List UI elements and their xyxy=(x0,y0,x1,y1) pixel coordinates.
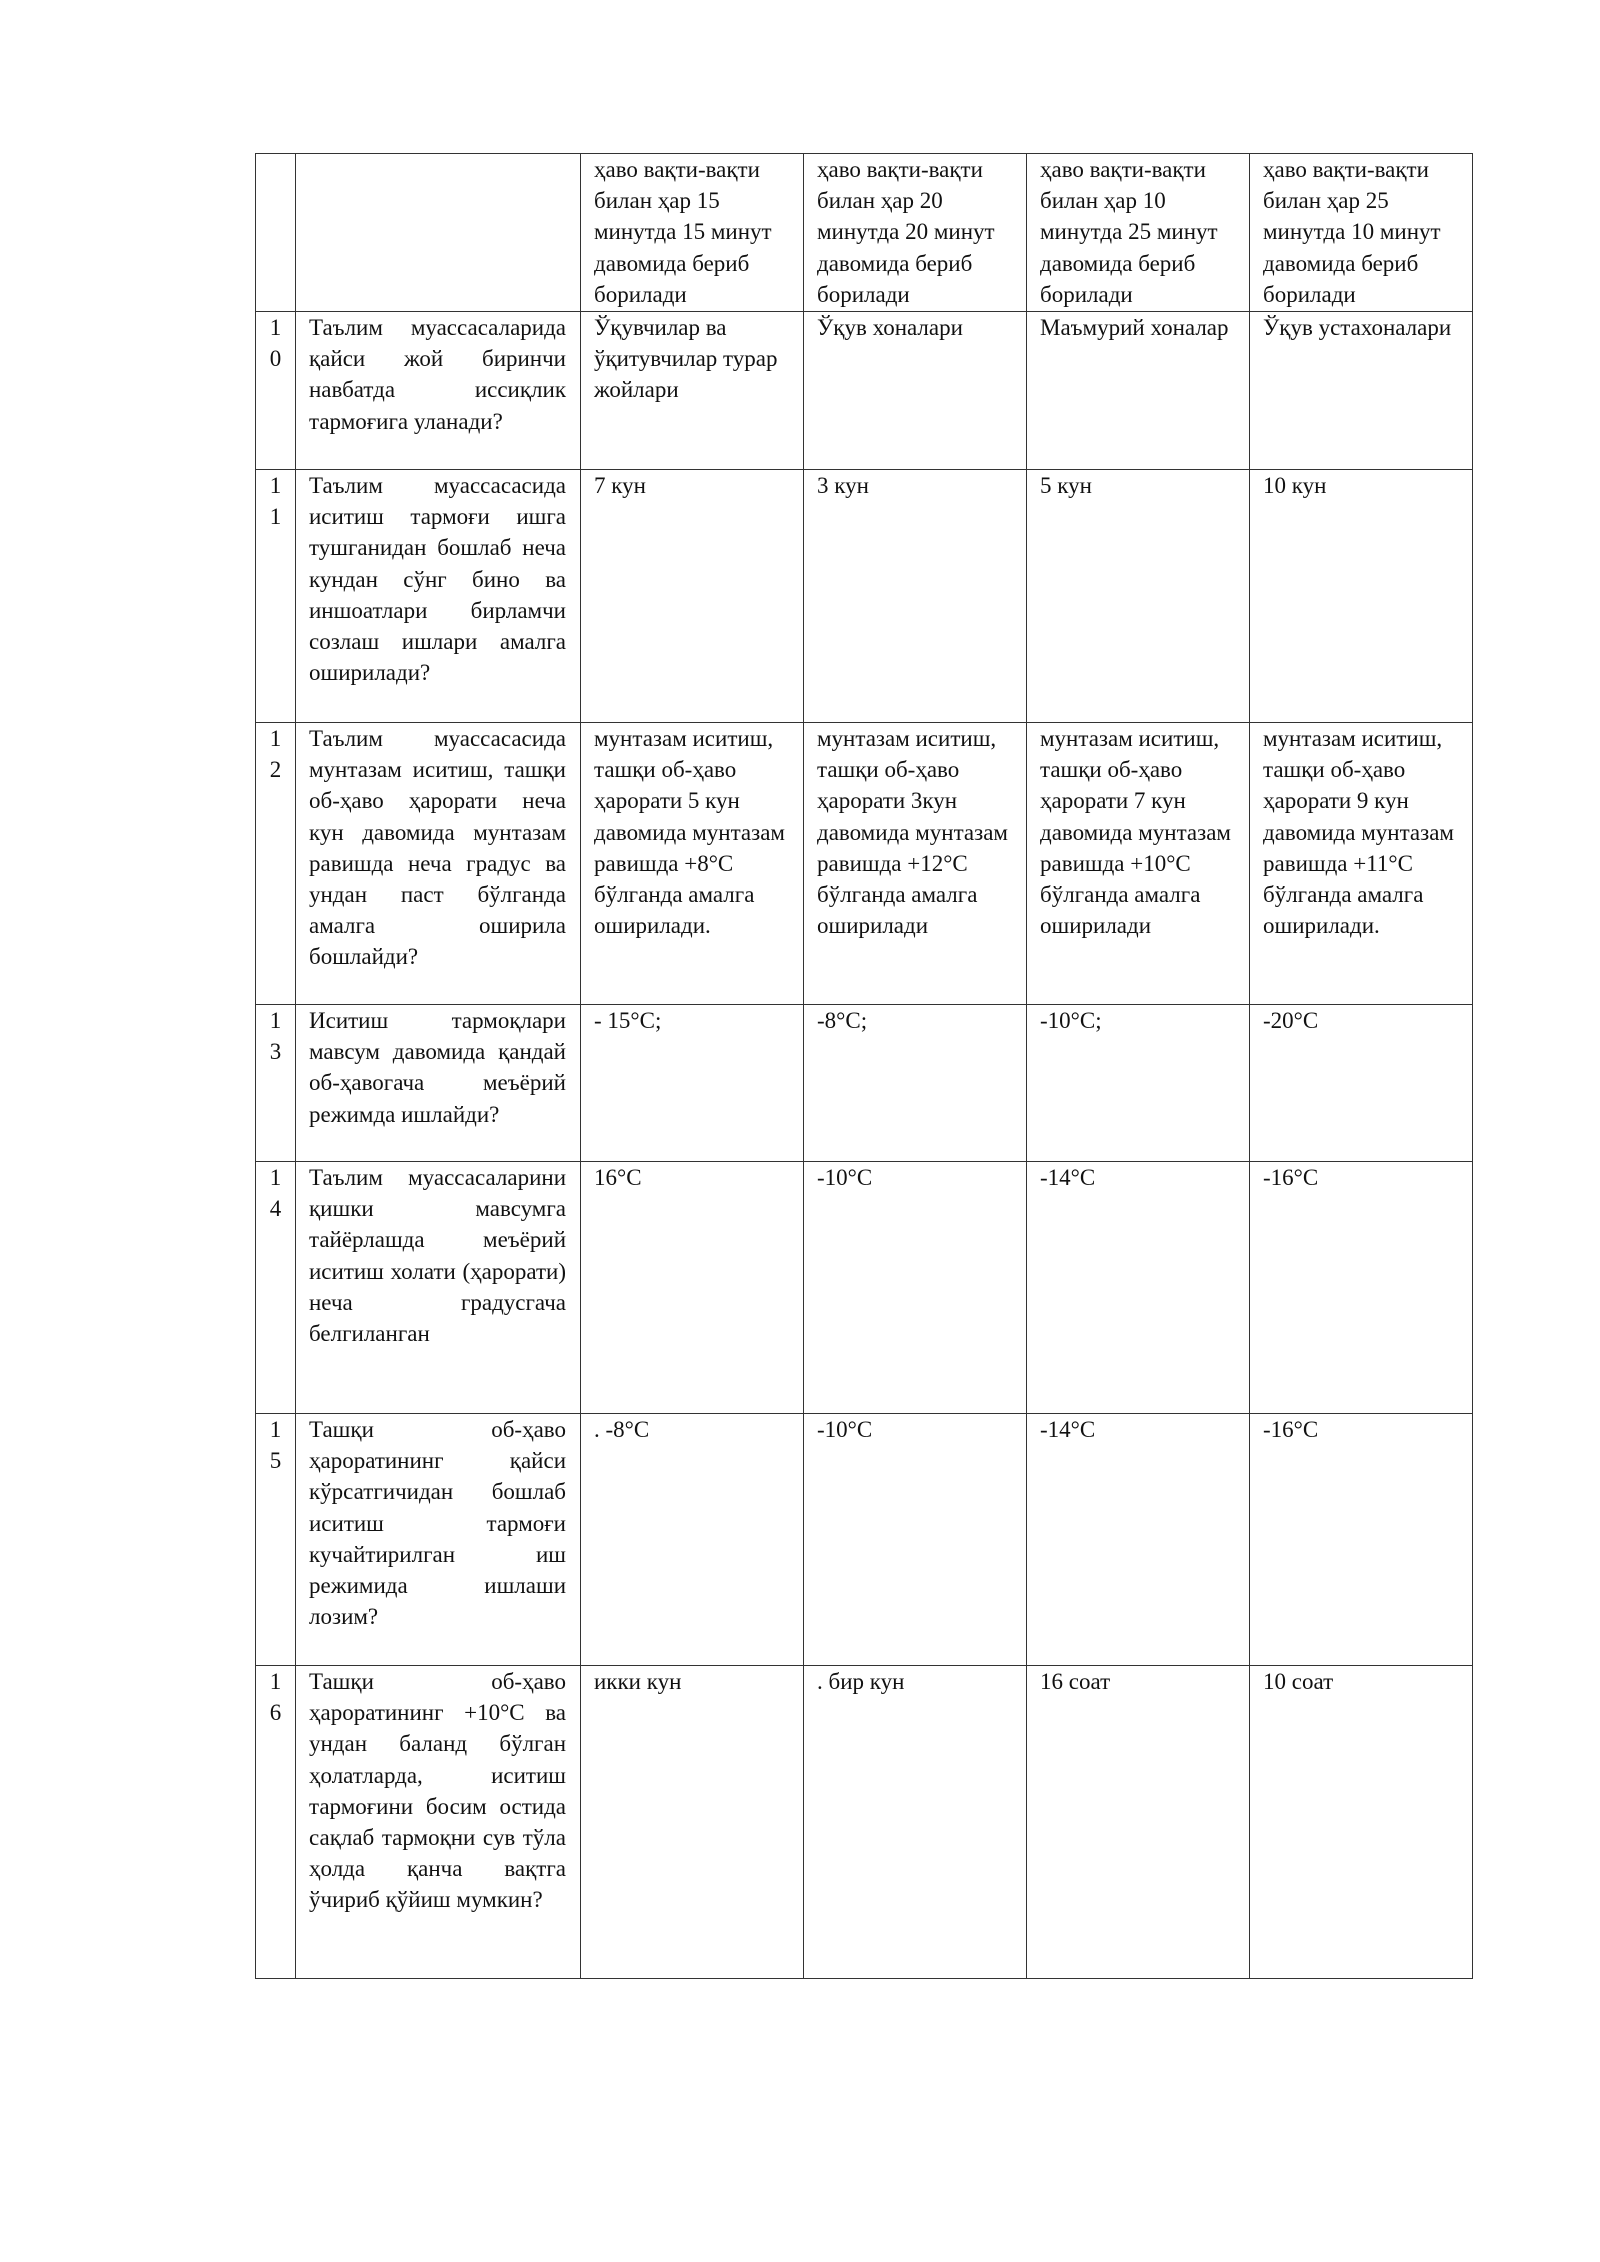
question-number-tens: 1 xyxy=(269,1165,282,1190)
answer-option-a: мунтазам иситиш, ташқи об-ҳаво ҳарорати 5 кун давомида мунтазам равишда +8°С бўлганда амалга оширилади. xyxy=(581,723,804,1005)
answer-option-a: 7 кун xyxy=(581,470,804,723)
question-number-tens: 1 xyxy=(269,473,282,498)
answer-option-d: мунтазам иситиш, ташқи об-ҳаво ҳарорати 9 кун давомида мунтазам равишда +11°С бўлганда амалга оширилади. xyxy=(1250,723,1473,1005)
question-number-units: 1 xyxy=(269,504,282,530)
question-number-units: 0 xyxy=(269,346,282,372)
question-number-tens: 1 xyxy=(269,315,282,340)
answer-option-c: Маъмурий хоналар xyxy=(1027,312,1250,470)
question-text: Таълим муассасаларини қишки мавсумга тайёрлашда меъёрий иситиш холати (ҳарорати) неча градусгача белгиланган xyxy=(296,1162,581,1414)
answer-option-d: 10 соат xyxy=(1250,1666,1473,1979)
question-number xyxy=(256,154,296,312)
question-text: Ташқи об-ҳаво ҳароратининг қайси кўрсатгичидан бошлаб иситиш тармоғи кучайтирилган иш режимида ишлаши лозим? xyxy=(296,1414,581,1666)
question-number-units: 4 xyxy=(269,1196,282,1222)
answer-option-a: . -8°С xyxy=(581,1414,804,1666)
question-number xyxy=(256,1162,296,1414)
question-number xyxy=(256,312,296,470)
question-number xyxy=(256,1005,296,1162)
answer-option-c: мунтазам иситиш, ташқи об-ҳаво ҳарорати 7 кун давомида мунтазам равишда +10°С бўлганда амалга оширилади xyxy=(1027,723,1250,1005)
answer-option-c: 5 кун xyxy=(1027,470,1250,723)
question-number-tens: 1 xyxy=(269,1008,282,1033)
answer-option-a: Ўқувчилар ва ўқитувчилар турар жойлари xyxy=(581,312,804,470)
answer-option-d: -16°С xyxy=(1250,1414,1473,1666)
question-number xyxy=(256,1414,296,1666)
question-number xyxy=(256,470,296,723)
question-number-tens: 1 xyxy=(269,1417,282,1442)
question-text: Таълим муассасаларида қайси жой биринчи навбатда иссиқлик тармоғига уланади? xyxy=(296,312,581,470)
answer-option-c: -14°С xyxy=(1027,1162,1250,1414)
answer-option-d: Ўқув устахоналари xyxy=(1250,312,1473,470)
answer-option-a: 16°С xyxy=(581,1162,804,1414)
question-number xyxy=(256,723,296,1005)
answer-option-d: -16°С xyxy=(1250,1162,1473,1414)
question-text xyxy=(296,154,581,312)
question-text: Таълим муассасасида мунтазам иситиш, ташқи об-ҳаво ҳарорати неча кун давомида мунтазам равишда неча градус ва ундан паст бўлганда амалга оширила бошлайди? xyxy=(296,723,581,1005)
table-row xyxy=(256,1005,1473,1162)
answer-option-a: икки кун xyxy=(581,1666,804,1979)
answer-option-d: 10 кун xyxy=(1250,470,1473,723)
table-row xyxy=(256,723,1473,1005)
answer-option-b: -8°С; xyxy=(804,1005,1027,1162)
table-row xyxy=(256,1162,1473,1414)
answer-option-b: ҳаво вақти-вақти билан ҳар 20 минутда 20 минут давомида бериб борилади xyxy=(804,154,1027,312)
answer-option-b: . бир кун xyxy=(804,1666,1027,1979)
answer-option-b: -10°С xyxy=(804,1414,1027,1666)
answer-option-a: - 15°С; xyxy=(581,1005,804,1162)
answer-option-b: 3 кун xyxy=(804,470,1027,723)
quiz-table xyxy=(255,153,1473,1979)
table-row xyxy=(256,1666,1473,1979)
question-number-tens: 1 xyxy=(269,1669,282,1694)
answer-option-c: -14°С xyxy=(1027,1414,1250,1666)
answer-option-c: 16 соат xyxy=(1027,1666,1250,1979)
table-row xyxy=(256,470,1473,723)
question-number-units: 3 xyxy=(269,1039,282,1065)
question-number-units: 2 xyxy=(269,757,282,783)
table-row xyxy=(256,312,1473,470)
table-row xyxy=(256,154,1473,312)
answer-option-c: ҳаво вақти-вақти билан ҳар 10 минутда 25 минут давомида бериб борилади xyxy=(1027,154,1250,312)
question-text: Таълим муассасасида иситиш тармоғи ишга тушганидан бошлаб неча кундан сўнг бино ва иншоатлари бирламчи созлаш ишлари амалга оширилади? xyxy=(296,470,581,723)
table-row xyxy=(256,1414,1473,1666)
answer-option-c: -10°С; xyxy=(1027,1005,1250,1162)
question-number-tens: 1 xyxy=(269,726,282,751)
question-text: Иситиш тармоқлари мавсум давомида қандай об-ҳавогача меъёрий режимда ишлайди? xyxy=(296,1005,581,1162)
answer-option-b: мунтазам иситиш, ташқи об-ҳаво ҳарорати 3кун давомида мунтазам равишда +12°С бўлганда амалга оширилади xyxy=(804,723,1027,1005)
answer-option-d: -20°С xyxy=(1250,1005,1473,1162)
question-number-units: 6 xyxy=(269,1700,282,1726)
answer-option-a: ҳаво вақти-вақти билан ҳар 15 минутда 15 минут давомида бериб борилади xyxy=(581,154,804,312)
answer-option-d: ҳаво вақти-вақти билан ҳар 25 минутда 10 минут давомида бериб борилади xyxy=(1250,154,1473,312)
question-number xyxy=(256,1666,296,1979)
question-number-units: 5 xyxy=(269,1448,282,1474)
question-text: Ташқи об-ҳаво ҳароратининг +10°С ва ундан баланд бўлган ҳолатларда, иситиш тармоғини босим остида сақлаб тармоқни сув тўла ҳолда қанча вақтга ўчириб қўйиш мумкин? xyxy=(296,1666,581,1979)
answer-option-b: Ўқув хоналари xyxy=(804,312,1027,470)
answer-option-b: -10°С xyxy=(804,1162,1027,1414)
